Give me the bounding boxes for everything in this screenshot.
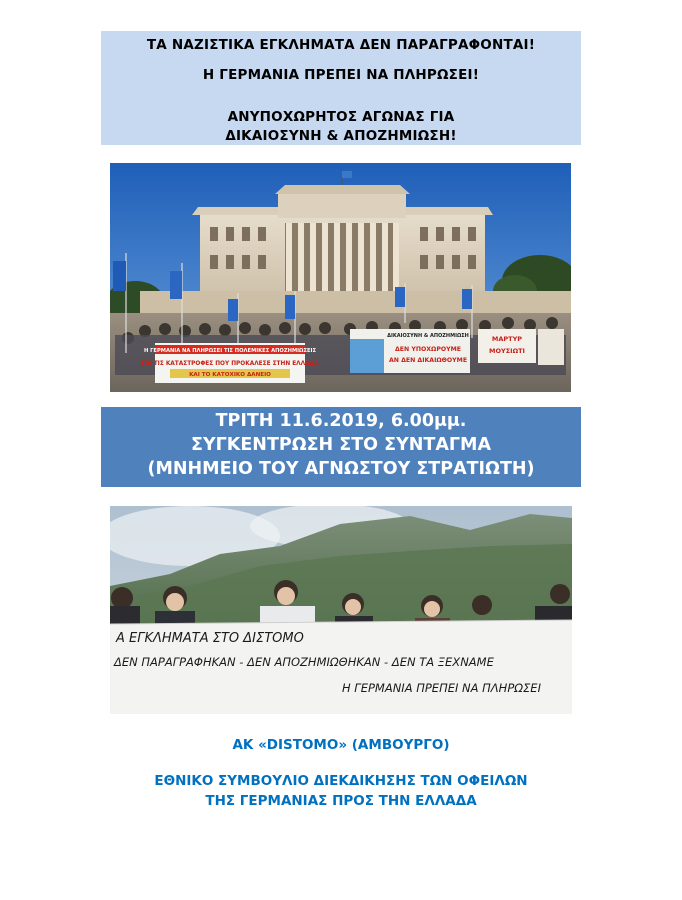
organizer-council-line1: ΕΘΝΙΚΟ ΣΥΜΒΟΥΛΙΟ ΔΙΕΚΔΙΚΗΣΗΣ ΤΩΝ ΟΦΕΙΛΩΝ: [154, 773, 528, 789]
slogan-line-1: ΤΑ ΝΑΖΙΣΤΙΚΑ ΕΓΚΛΗΜΑΤΑ ΔΕΝ ΠΑΡΑΓΡΑΦΟΝΤΑΙ!: [146, 37, 536, 53]
organizer-council-line2: ΤΗΣ ΓΕΡΜΑΝΙΑΣ ΠΡΟΣ ΤΗΝ ΕΛΛΑΔΑ: [205, 793, 477, 809]
banner-left-line2: ΓΙΑ ΤΙΣ ΚΑΤΑΣΤΡΟΦΕΣ ΠΟΥ ΠΡΟΚΑΛΕΣΕ ΣΤΗΝ ΕΛΛΑΔΑ: [141, 361, 319, 367]
banner-right-line1: ΜΑΡΤΥΡ: [491, 335, 523, 343]
banner-line-1: Α ΕΓΚΛΗΜΑΤΑ ΣΤΟ ΔΙΣΤΟΜΟ: [116, 631, 304, 646]
slogan-line-4: ΔΙΚΑΙΟΣΥΝΗ & ΑΠΟΖΗΜΙΩΣΗ!: [225, 128, 457, 144]
event-announcement: [101, 407, 581, 487]
distomo-banner-photo: [110, 506, 572, 714]
slogan-line-3: ΑΝΥΠΟΧΩΡΗΤΟΣ ΑΓΩΝΑΣ ΓΙΑ: [227, 109, 455, 125]
slogan-line-2: Η ΓΕΡΜΑΝΙΑ ΠΡΕΠΕΙ ΝΑ ΠΛΗΡΩΣΕΙ!: [202, 67, 480, 83]
banner-mid-line1: ΔΙΚΑΙΟΣΥΝΗ & ΑΠΟΖΗΜΙΩΣΗ: [387, 333, 469, 339]
parliament-protest-photo: [110, 163, 571, 392]
banner-mid-line3: ΑΝ ΔΕΝ ΔΙΚΑΙΩΘΟΥΜΕ: [388, 357, 468, 364]
banner-line-3: Η ΓΕΡΜΑΝΙΑ ΠΡΕΠΕΙ ΝΑ ΠΛΗΡΩΣΕΙ: [342, 681, 541, 695]
banner-mid-line2: ΔΕΝ ΥΠΟΧΩΡΟΥΜΕ: [395, 346, 461, 353]
event-location-detail: (ΜΝΗΜΕΙΟ ΤΟΥ ΑΓΝΩΣΤΟΥ ΣΤΡΑΤΙΩΤΗ): [147, 459, 535, 479]
banner-right-line2: ΜΟΥΣΙΩΤΙ: [489, 347, 525, 355]
banner-left-line1: Η ΓΕΡΜΑΝΙΑ ΝΑ ΠΛΗΡΩΣΕΙ ΤΙΣ ΠΟΛΕΜΙΚΕΣ ΑΠΟΖΗΜΙΩΣΕΙΣ: [143, 348, 317, 354]
banner-line-2: ΔΕΝ ΠΑΡΑΓΡΑΦΗΚΑΝ - ΔΕΝ ΑΠΟΖΗΜΙΩΘΗΚΑΝ - ΔΕΝ ΤΑ ΞΕΧΝΑΜΕ: [114, 655, 494, 669]
event-location: ΣΥΓΚΕΝΤΡΩΣΗ ΣΤΟ ΣΥΝΤΑΓΜΑ: [191, 435, 491, 455]
slogan-box: [101, 31, 581, 145]
banner-left-line3: ΚΑΙ ΤΟ ΚΑΤΟΧΙΚΟ ΔΑΝΕΙΟ: [189, 372, 271, 378]
organizer-distomo: ΑΚ «DISTOMO» (ΑΜΒΟΥΡΓΟ): [232, 737, 450, 753]
event-date: ΤΡΙΤΗ 11.6.2019, 6.00μμ.: [215, 411, 467, 431]
